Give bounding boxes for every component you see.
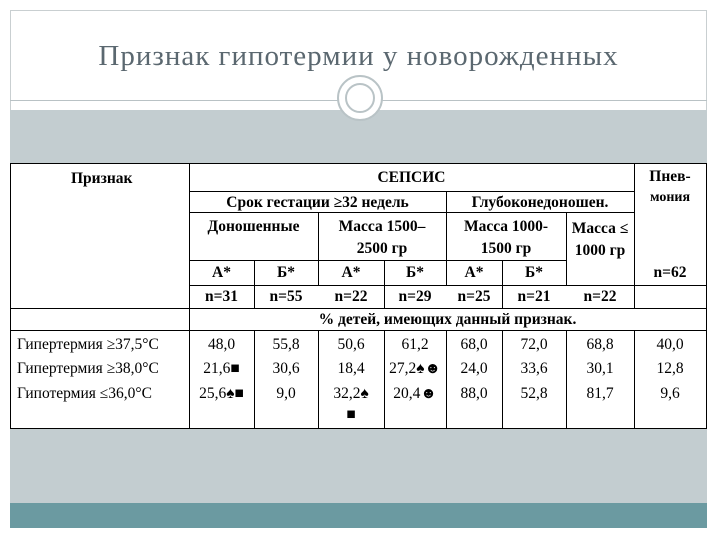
group-label: А* — [464, 264, 484, 281]
count-label: n=21 — [517, 288, 551, 305]
mass-1000-1500-line1: Масса 1000- — [463, 218, 549, 235]
slide-title: Признак гипотермии у новорожденных — [98, 40, 619, 72]
mass-le-1000-line1: Масса ≤ — [571, 220, 629, 237]
very-premature-header: Глубоконедоношен. — [471, 194, 609, 211]
count-label: n=31 — [205, 288, 238, 305]
table-cell: 9,0 — [276, 385, 296, 402]
gestation-header: Срок гестации ≥32 недель — [226, 194, 409, 211]
table-cell: 30,6 — [272, 360, 300, 377]
table-cell: 50,6 — [337, 336, 365, 353]
count-label: n=29 — [398, 288, 432, 305]
pneumonia-header-line2: мония — [649, 190, 691, 205]
table-cell: 68,0 — [460, 336, 488, 353]
percent-caption: % детей, имеющих данный признак. — [318, 311, 577, 328]
table-cell: 9,6 — [660, 385, 680, 402]
table-cell: 27,2♠☻ — [389, 360, 441, 377]
mass-1000-1500-line2: 1500 гр — [480, 240, 532, 257]
table-cell: 33,6 — [520, 360, 548, 377]
sepsis-header: СЕПСИС — [377, 169, 446, 186]
group-label: А* — [341, 264, 361, 281]
table-cell: 18,4 — [337, 360, 365, 377]
table-cell-mark: ■ — [346, 406, 356, 423]
pneumonia-header-line1: Пнев- — [649, 168, 691, 185]
table-cell: 20,4☻ — [393, 385, 437, 402]
group-label: Б* — [406, 264, 424, 281]
table-cell: 72,0 — [520, 336, 548, 353]
mass-le-1000-line2: 1000 гр — [574, 242, 626, 259]
table-cell: 55,8 — [272, 336, 300, 353]
slide-footer-band — [10, 503, 707, 528]
table-cell: 30,1 — [586, 360, 614, 377]
mass-1500-2500-line2: 2500 гр — [356, 240, 408, 257]
table-cell: 40,0 — [656, 336, 684, 353]
data-table — [10, 163, 707, 429]
table-cell: 48,0 — [207, 336, 236, 353]
table-cell: 52,8 — [520, 385, 548, 402]
count-label: n=22 — [334, 288, 368, 305]
group-label: Б* — [525, 264, 543, 281]
count-label: n=62 — [653, 264, 687, 281]
table-cell: 24,0 — [460, 360, 488, 377]
count-label: n=22 — [583, 288, 617, 305]
count-label: n=25 — [457, 288, 491, 305]
table-cell: 88,0 — [460, 385, 488, 402]
table-cell: 32,2♠ — [333, 385, 369, 402]
full-term-header: Доношенные — [207, 218, 300, 235]
table-cell: 12,8 — [656, 360, 684, 377]
group-label: Б* — [277, 264, 295, 281]
count-label: n=55 — [269, 288, 303, 305]
row-label: Гипертермия ≥38,0°С — [17, 360, 159, 377]
row-label: Гипертермия ≥37,5°С — [17, 336, 159, 353]
circle-ornament-icon — [337, 75, 383, 121]
table-cell: 81,7 — [586, 385, 614, 402]
table-cell: 21,6■ — [203, 360, 240, 377]
group-label: А* — [212, 264, 231, 281]
table-cell: 61,2 — [401, 336, 429, 353]
mass-1500-2500-line1: Масса 1500– — [338, 218, 426, 235]
row-label: Гипотермия ≤36,0°С — [17, 385, 152, 402]
table-cell: 68,8 — [586, 336, 614, 353]
feature-header: Признак — [71, 170, 133, 187]
table-cell: 25,6♠■ — [199, 385, 244, 402]
